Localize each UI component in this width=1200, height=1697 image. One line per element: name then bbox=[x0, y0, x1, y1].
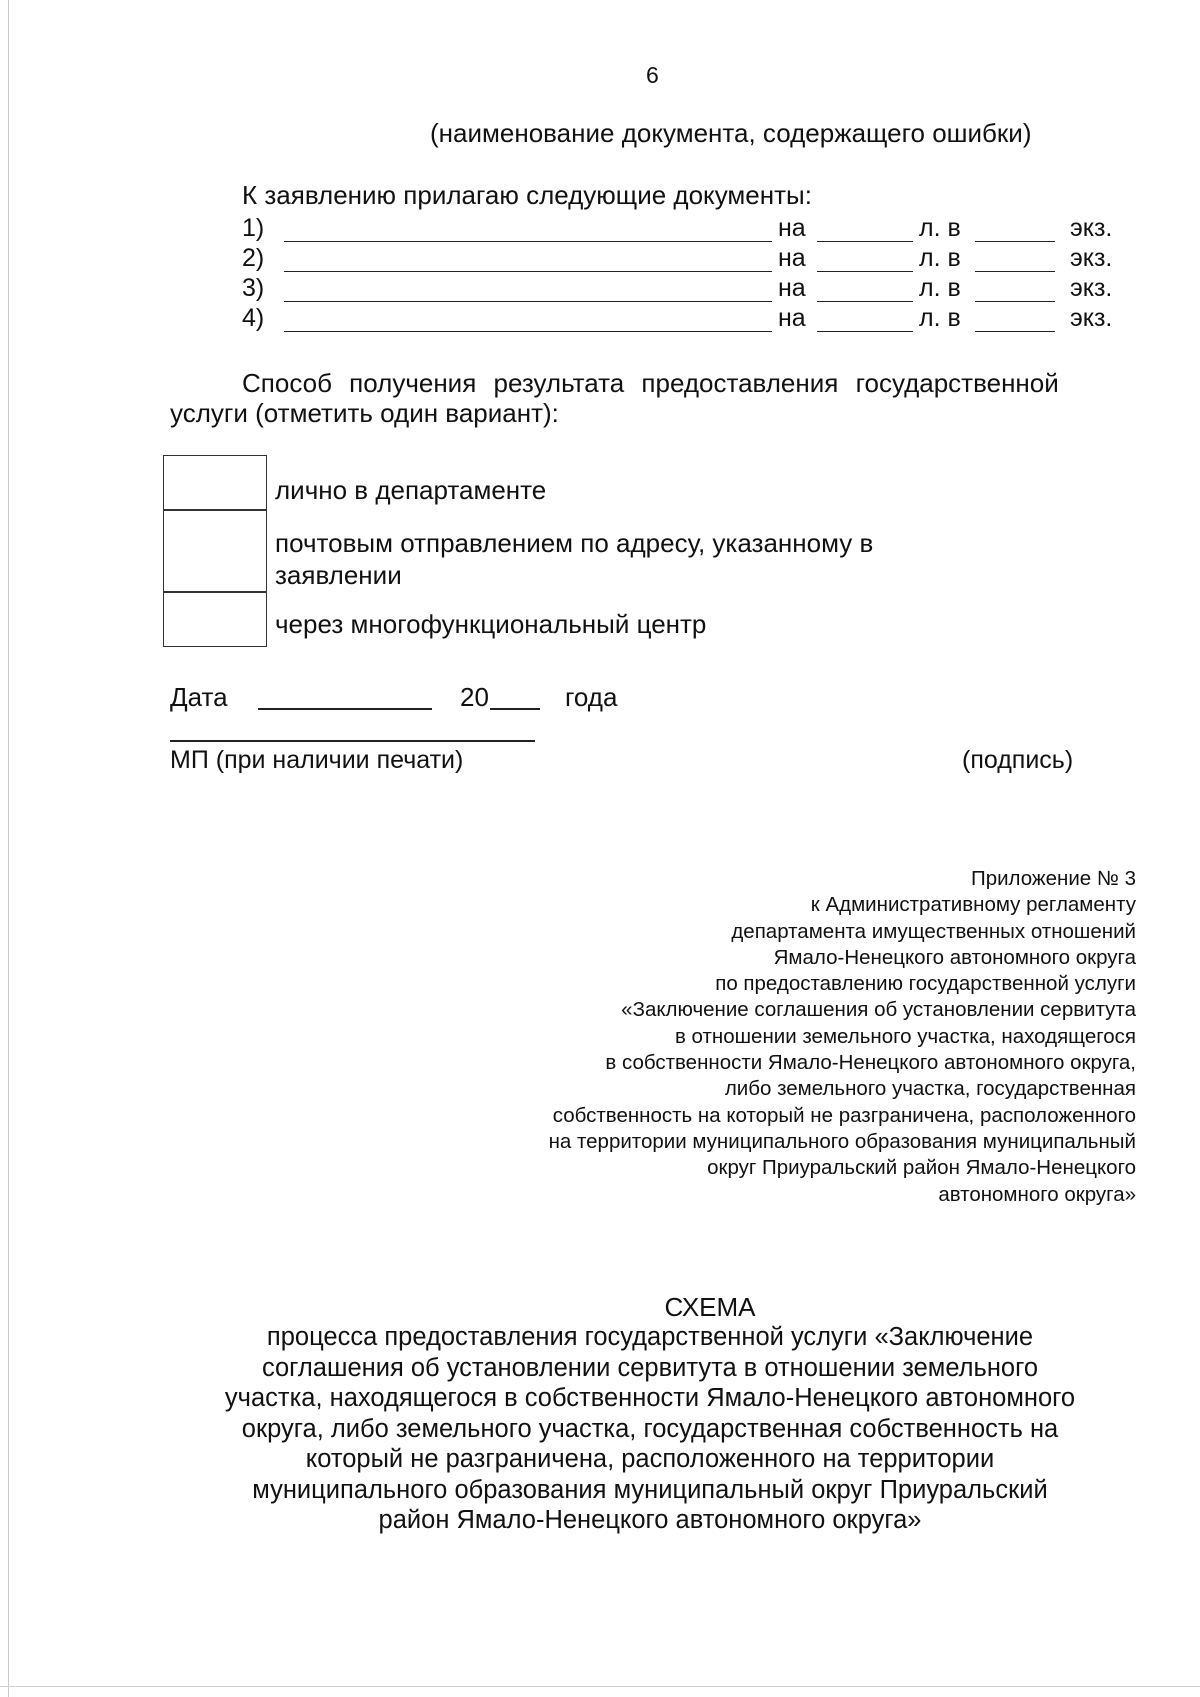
date-blank bbox=[258, 708, 432, 710]
option-checkbox-mfc[interactable] bbox=[163, 591, 267, 647]
attachment-sheets-label: л. в bbox=[919, 214, 961, 242]
attachment-number: 1) bbox=[242, 214, 265, 242]
attachment-name-blank bbox=[284, 331, 772, 332]
attachments-title: К заявлению прилагаю следующие документы: bbox=[242, 180, 812, 210]
option-label-in-person: лично в департаменте bbox=[275, 475, 547, 505]
receipt-method-heading: Способ получения результата предоставления государственной bbox=[242, 368, 1059, 398]
stamp-label: МП (при наличии печати) bbox=[170, 746, 464, 774]
receipt-method-heading-cont: услуги (отметить один вариант): bbox=[170, 398, 559, 428]
appendix-line: к Административному регламенту bbox=[810, 893, 1136, 917]
option-label-mfc: через многофункциональный центр bbox=[275, 609, 707, 639]
appendix-line: в отношении земельного участка, находящегося bbox=[674, 1024, 1136, 1048]
page-left-edge bbox=[8, 0, 9, 1697]
option-checkbox-in-person[interactable] bbox=[163, 455, 267, 511]
appendix-line: Приложение № 3 bbox=[970, 867, 1136, 890]
appendix-line: округ Приуральский район Ямало-Ненецкого bbox=[707, 1156, 1136, 1180]
attachment-copies-blank bbox=[975, 271, 1055, 272]
attachment-copies-label: экз. bbox=[1070, 214, 1113, 242]
attachment-sheets-label: л. в bbox=[919, 304, 961, 332]
attachment-copies-label: экз. bbox=[1070, 244, 1113, 272]
schema-line: который не разграничена, расположенного на территории bbox=[305, 1445, 995, 1473]
attachment-name-blank bbox=[284, 271, 772, 272]
option-checkbox-by-mail[interactable] bbox=[163, 509, 267, 593]
attachment-copies-blank bbox=[975, 301, 1055, 302]
attachment-number: 4) bbox=[242, 304, 265, 332]
appendix-line: департамента имущественных отношений bbox=[731, 919, 1136, 943]
page-number: 6 bbox=[646, 62, 659, 88]
attachment-name-blank bbox=[284, 241, 772, 242]
attachment-row bbox=[242, 244, 1130, 274]
attachment-on-label: на bbox=[778, 274, 806, 302]
attachment-on-label: на bbox=[778, 304, 806, 332]
attachment-sheets-label: л. в bbox=[919, 244, 961, 272]
attachment-number: 3) bbox=[242, 274, 265, 302]
appendix-line: по предоставлению государственной услуги bbox=[715, 972, 1136, 996]
attachment-number: 2) bbox=[242, 244, 265, 272]
year-blank bbox=[490, 708, 540, 710]
attachment-copies-label: экз. bbox=[1070, 304, 1113, 332]
signature-label: (подпись) bbox=[962, 746, 1074, 774]
schema-title: СХЕМА bbox=[664, 1292, 756, 1322]
appendix-line: собственность на который не разграничена, расположенного bbox=[552, 1103, 1136, 1127]
schema-line: участка, находящегося в собственности Ямало-Ненецкого автономного bbox=[224, 1384, 1076, 1412]
year-prefix: 20 bbox=[460, 682, 489, 712]
year-word: года bbox=[565, 682, 618, 712]
schema-line: процесса предоставления государственной услуги «Заключение bbox=[266, 1323, 1034, 1351]
attachment-copies-label: экз. bbox=[1070, 274, 1113, 302]
attachment-row bbox=[242, 214, 1130, 244]
schema-line: округа, либо земельного участка, государственная собственность на bbox=[241, 1414, 1059, 1443]
attachment-sheets-blank bbox=[817, 331, 913, 332]
attachment-sheets-blank bbox=[817, 241, 913, 242]
option-label-by-mail-cont: заявлении bbox=[275, 560, 402, 590]
schema-line: муниципального образования муниципальный округ Приуральский bbox=[252, 1475, 1048, 1504]
appendix-line: «Заключение соглашения об установлении сервитута bbox=[621, 998, 1136, 1022]
schema-description bbox=[150, 1322, 1150, 1536]
attachment-sheets-blank bbox=[817, 271, 913, 272]
appendix-line: на территории муниципального образования муниципальный bbox=[548, 1129, 1136, 1153]
attachment-row bbox=[242, 304, 1130, 334]
attachment-on-label: на bbox=[778, 214, 806, 242]
schema-line: соглашения об установлении сервитута в отношении земельного bbox=[261, 1353, 1039, 1382]
appendix-header bbox=[416, 866, 1136, 1208]
appendix-line: либо земельного участка, государственная bbox=[724, 1077, 1136, 1101]
attachment-sheets-blank bbox=[817, 301, 913, 302]
schema-line: район Ямало-Ненецкого автономного округа» bbox=[378, 1506, 922, 1534]
page-bottom-edge bbox=[0, 1686, 1200, 1687]
attachment-sheets-label: л. в bbox=[919, 274, 961, 302]
attachment-name-blank bbox=[284, 301, 772, 302]
attachment-copies-blank bbox=[975, 241, 1055, 242]
option-label-by-mail: почтовым отправлением по адресу, указанному в bbox=[275, 528, 874, 558]
appendix-line: автономного округа» bbox=[938, 1182, 1136, 1206]
stamp-signature-line bbox=[170, 740, 535, 742]
date-label: Дата bbox=[170, 682, 228, 712]
appendix-line: в собственности Ямало-Ненецкого автономного округа, bbox=[605, 1051, 1136, 1075]
attachment-on-label: на bbox=[778, 244, 806, 272]
attachment-row bbox=[242, 274, 1130, 304]
appendix-line: Ямало-Ненецкого автономного округа bbox=[773, 945, 1136, 969]
attachment-copies-blank bbox=[975, 331, 1055, 332]
error-document-caption: (наименование документа, содержащего ошибки) bbox=[430, 118, 1032, 148]
